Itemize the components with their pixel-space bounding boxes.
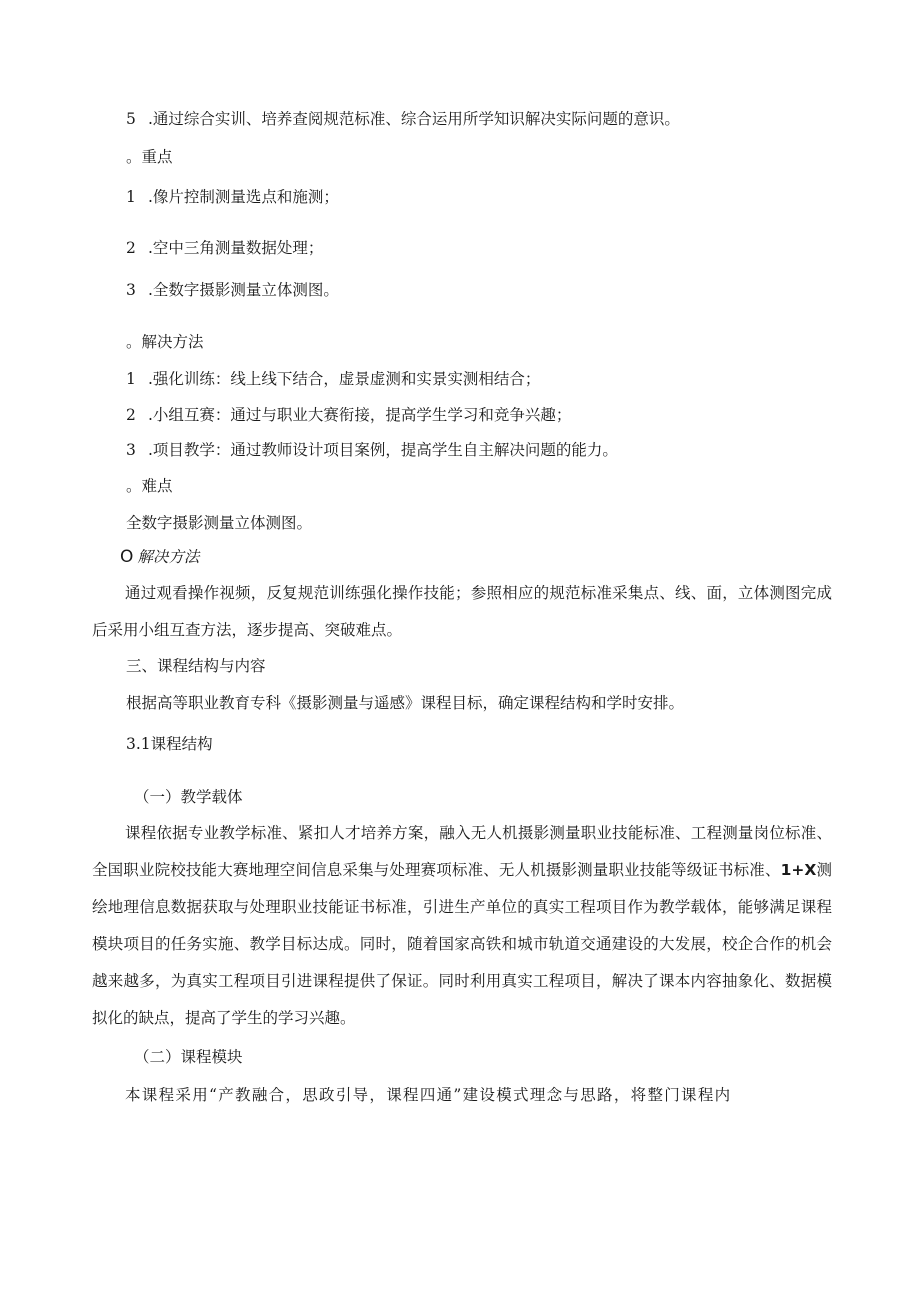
list-number: 3 [126, 281, 136, 299]
list-text: .小组互赛：通过与职业大赛衔接，提高学生学习和竞争兴趣； [148, 406, 572, 424]
section-3-title: 三、课程结构与内容 [126, 657, 266, 675]
list-text: .项目教学：通过教师设计项目案例，提高学生自主解决问题的能力。 [148, 441, 618, 459]
heading-solution-2 [120, 546, 199, 568]
heading-text: 解决方法 [137, 548, 200, 566]
list-number: 2 [126, 406, 136, 424]
subsection-1-title: （一）教学载体 [134, 788, 243, 806]
solution-1-item-3 [126, 439, 618, 461]
key-point-1 [126, 186, 339, 208]
paragraph-text-b: 测绘地理信息数据获取与处理职业技能证书标准，引进生产单位的真实工程项目作为教学载体，能够满足课程模块项目的任务实施、教学目标达成。同时，随着国家高铁和城市轨道交通建设的大发展，校企合作的机会越来越多，为真实工程项目引进课程提供了保证。同时利用真实工程项目，解决了课本内容抽象化、数据模拟化的缺点，提高了学生的学习兴趣。 [92, 861, 832, 1027]
subsection-2-paragraph: 本课程采用“产教融合，思政引导，课程四通”建设模式理念与思路，将整门课程内 [125, 1086, 732, 1104]
list-text: .全数字摄影测量立体测图。 [148, 281, 339, 299]
list-text: .强化训练：线上线下结合，虚景虚测和实景实测相结合； [148, 370, 541, 388]
solution-2-paragraph: 通过观看操作视频，反复规范训练强化操作技能；参照相应的规范标准采集点、线、面，立体测图完成后采用小组互查方法，逐步提高、突破难点。 [92, 584, 832, 639]
list-text: .像片控制测量选点和施测； [148, 188, 339, 206]
list-number: 1 [126, 370, 136, 388]
heading-key-points: 。重点 [126, 148, 173, 166]
paragraph-bold-term: 1+X [780, 861, 817, 879]
heading-solution-1: 。解决方法 [126, 333, 204, 351]
list-number: 1 [126, 188, 136, 206]
list-text: .通过综合实训、培养查阅规范标准、综合运用所学知识解决实际问题的意识。 [148, 110, 680, 128]
subsection-2-title: （二）课程模块 [134, 1048, 243, 1066]
key-point-3 [126, 279, 339, 301]
solution-1-item-1 [126, 368, 540, 390]
heading-mark: O [120, 547, 134, 567]
section-3-1-title: 3.1课程结构 [126, 735, 213, 753]
subsection-1-paragraph [92, 815, 832, 1037]
difficulty-text: 全数字摄影测量立体测图。 [126, 514, 313, 532]
list-number: 2 [126, 239, 136, 257]
list-number: 3 [126, 441, 136, 459]
heading-difficulty: 。难点 [126, 477, 173, 495]
list-item-5 [126, 108, 680, 130]
paragraph-text-a: 课程依据专业教学标准、紧扣人才培养方案，融入无人机摄影测量职业技能标准、工程测量岗位标准、全国职业院校技能大赛地理空间信息采集与处理赛项标准、无人机摄影测量职业技能等级证书标准、 [92, 824, 832, 879]
section-3-intro: 根据高等职业教育专科《摄影测量与遥感》课程目标，确定课程结构和学时安排。 [126, 694, 685, 712]
list-number: 5 [126, 110, 136, 128]
list-text: .空中三角测量数据处理； [148, 239, 324, 257]
solution-1-item-2 [126, 404, 571, 426]
key-point-2 [126, 237, 323, 259]
